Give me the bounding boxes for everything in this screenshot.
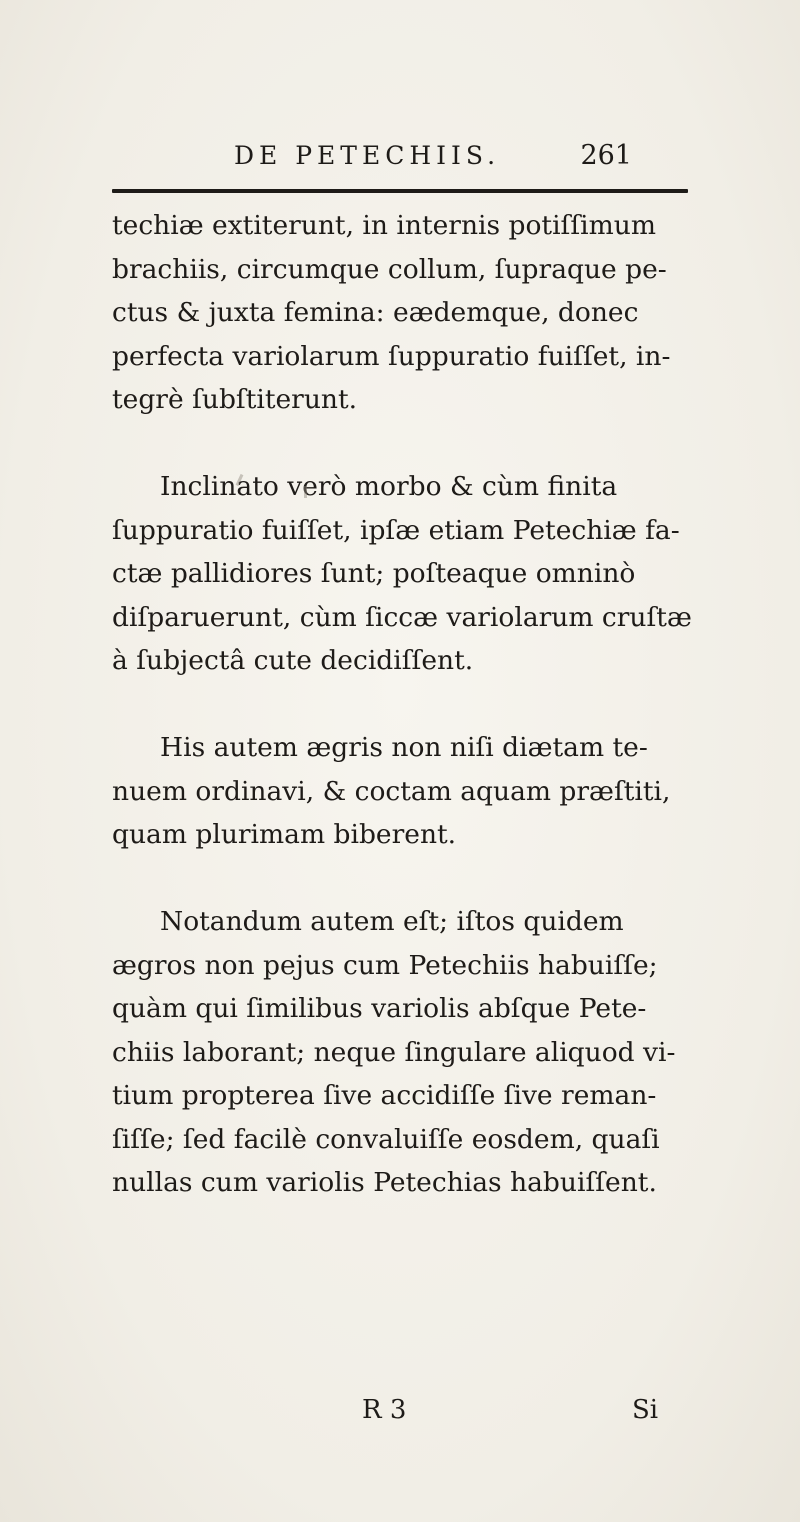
page-footer	[0, 1390, 800, 1430]
paragraph	[112, 900, 692, 1205]
text-line: perfecta variolarum ſuppuratio fuiſſet, in-	[112, 340, 671, 372]
page-number: 261	[580, 140, 632, 171]
text-line: tium propterea ſive accidiſſe ſive reman-	[112, 1080, 657, 1111]
text-line: Notandum autem eſt; iſtos quidem	[160, 906, 624, 937]
text-line: ctæ pallidiores ſunt; poſteaque omninò	[112, 558, 636, 589]
body-text	[112, 204, 692, 1205]
text-line: chiis laborant; neque ſingulare aliquod vi-	[112, 1036, 676, 1068]
paragraph	[112, 204, 692, 422]
text-line: nullas cum variolis Petechias habuiſſent.	[112, 1167, 657, 1198]
text-line: ægros non pejus cum Petechiis habuiſſe;	[112, 949, 658, 981]
text-line: tegrè ſubſtiterunt.	[112, 384, 358, 415]
ink-speck	[304, 486, 307, 498]
text-line: ſiſſe; ſed facilè convaluiſſe eosdem, quaſi	[112, 1123, 660, 1155]
header-rule	[112, 189, 688, 193]
text-line: diſparuerunt, cùm ſiccæ variolarum cruſtæ	[112, 601, 692, 633]
text-line: brachiis, circumque collum, ſupraque pe-	[112, 253, 667, 285]
paragraph	[112, 726, 692, 857]
signature-mark: R 3	[362, 1395, 407, 1425]
page-header	[0, 136, 800, 176]
text-line: quam plurimam biberent.	[112, 819, 457, 850]
text-line: ctus & juxta femina: eædemque, donec	[112, 297, 639, 328]
catchword: Si	[632, 1395, 659, 1425]
text-line: techiæ extiterunt, in internis potiſſimum	[112, 210, 656, 241]
running-head: DE PETECHIIS.	[234, 141, 501, 170]
text-line: à ſubjectâ cute decidiſſent.	[112, 645, 474, 676]
text-line: quàm qui ſimilibus variolis abſque Pete-	[112, 993, 647, 1024]
paragraph	[112, 465, 692, 683]
text-line: nuem ordinavi, & coctam aquam præſtiti,	[112, 775, 671, 807]
text-line: Inclinato verò morbo & cùm finita	[160, 471, 618, 502]
text-line: ſuppuratio fuiſſet, ipſæ etiam Petechiæ fa-	[112, 514, 680, 546]
text-line: His autem ægris non niſi diætam te-	[160, 732, 648, 763]
